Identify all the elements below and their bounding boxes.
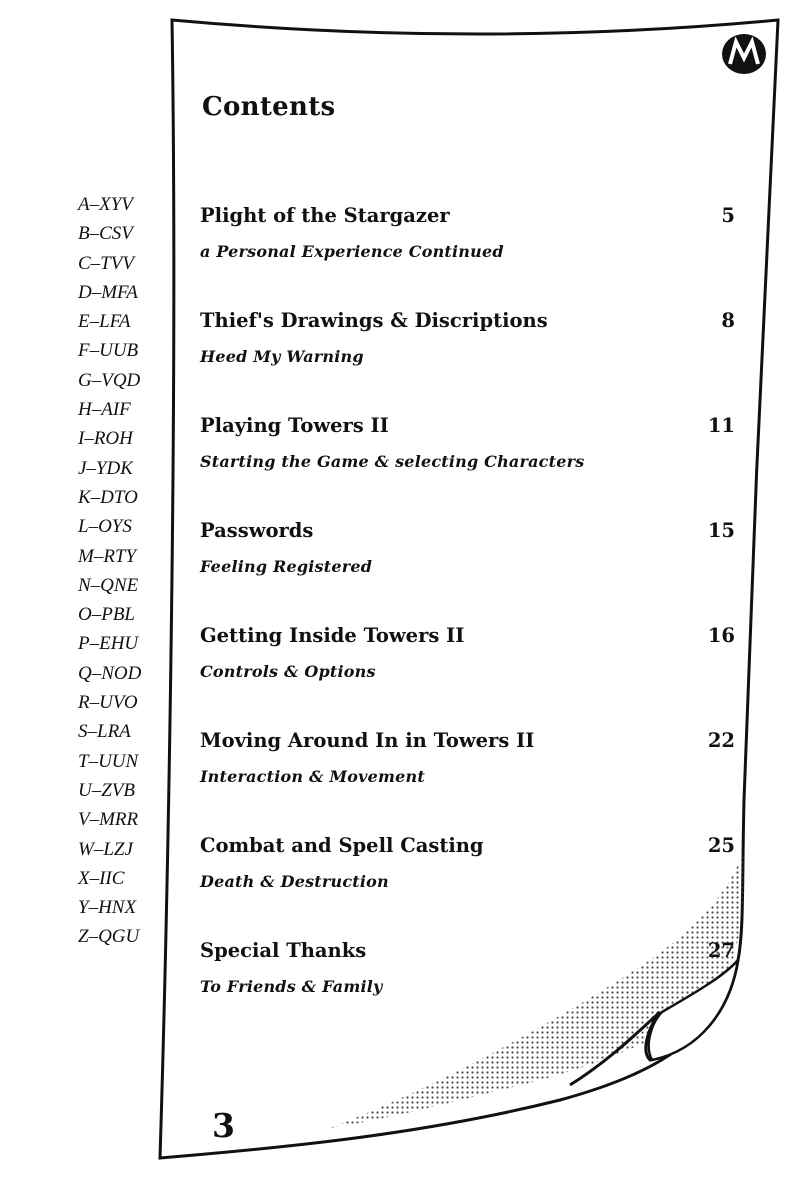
toc-entry-subtitle: Starting the Game & selecting Characters [200,452,585,471]
toc-entry[interactable] [200,303,735,408]
cipher-key-entry: E–LFA [78,311,131,333]
toc-entry[interactable] [200,723,735,828]
toc-entry[interactable] [200,198,735,303]
toc-entry[interactable] [200,828,735,933]
toc-entry-title: Getting Inside Towers II [200,624,465,647]
page-number: 3 [212,1106,235,1145]
cipher-key-entry: X–IIC [78,867,125,889]
cipher-key-entry: U–ZVB [78,779,135,801]
toc-entry-subtitle: Interaction & Movement [200,767,425,786]
toc-entry-page: 5 [721,204,735,227]
toc-entry[interactable] [200,513,735,618]
toc-entry-subtitle: Death & Destruction [200,872,389,891]
cipher-key-entry: Z–QGU [78,926,140,948]
cipher-key-entry: C–TVV [78,252,134,274]
cipher-key-entry: R–UVO [78,692,138,714]
cipher-key-entry: A–XYV [78,194,133,215]
toc-entry-page: 22 [707,729,735,752]
toc-entry-page: 27 [707,939,735,962]
table-of-contents [200,198,735,1038]
cipher-key-entry: Q–NOD [78,662,142,684]
cipher-key-entry: N–QNE [78,574,139,596]
toc-entry-page: 8 [721,309,735,332]
cipher-key-entry: M–RTY [78,545,137,567]
cipher-key-list [78,190,178,952]
toc-entry-title: Passwords [200,519,314,542]
cipher-key-entry: P–EHU [78,633,139,655]
toc-entry-title: Thief's Drawings & Discriptions [200,309,548,332]
toc-entry-subtitle: a Personal Experience Continued [200,242,504,261]
cipher-key-entry: I–ROH [78,428,133,450]
cipher-key-entry: Y–HNX [78,897,137,919]
cipher-key-entry: O–PBL [78,604,135,626]
toc-entry-title: Plight of the Stargazer [200,204,450,227]
toc-entry-page: 11 [707,414,735,437]
cipher-key-entry: H–AIF [78,399,131,421]
cipher-key-entry: B–CSV [78,223,133,245]
page-title: Contents [202,92,336,122]
cipher-key-entry: D–MFA [78,281,138,303]
cipher-key-entry: F–UUB [78,340,139,362]
toc-entry[interactable] [200,618,735,723]
cipher-key-entry: V–MRR [78,809,139,831]
toc-entry-page: 16 [707,624,735,647]
cipher-key-entry: L–OYS [78,516,132,538]
toc-entry-page: 15 [707,519,735,542]
cipher-key-entry: G–VQD [78,369,141,391]
cipher-key-entry: W–LZJ [78,838,133,860]
toc-entry-title: Special Thanks [200,939,367,962]
toc-entry-subtitle: Feeling Registered [200,557,373,576]
toc-entry-title: Moving Around In in Towers II [200,729,535,752]
cipher-key-entry: S–LRA [78,721,131,743]
toc-entry[interactable] [200,933,735,1038]
stylized-m-logo-icon [718,30,770,78]
toc-entry-subtitle: Heed My Warning [200,347,364,366]
toc-entry-title: Combat and Spell Casting [200,834,484,857]
toc-entry-subtitle: To Friends & Family [200,977,383,996]
cipher-key-entry: K–DTO [78,486,138,508]
toc-entry-subtitle: Controls & Options [200,662,376,681]
toc-entry[interactable] [200,408,735,513]
cipher-key-entry: T–UUN [78,750,139,772]
toc-entry-title: Playing Towers II [200,414,389,437]
cipher-key-entry: J–YDK [78,457,133,479]
toc-entry-page: 25 [707,834,735,857]
